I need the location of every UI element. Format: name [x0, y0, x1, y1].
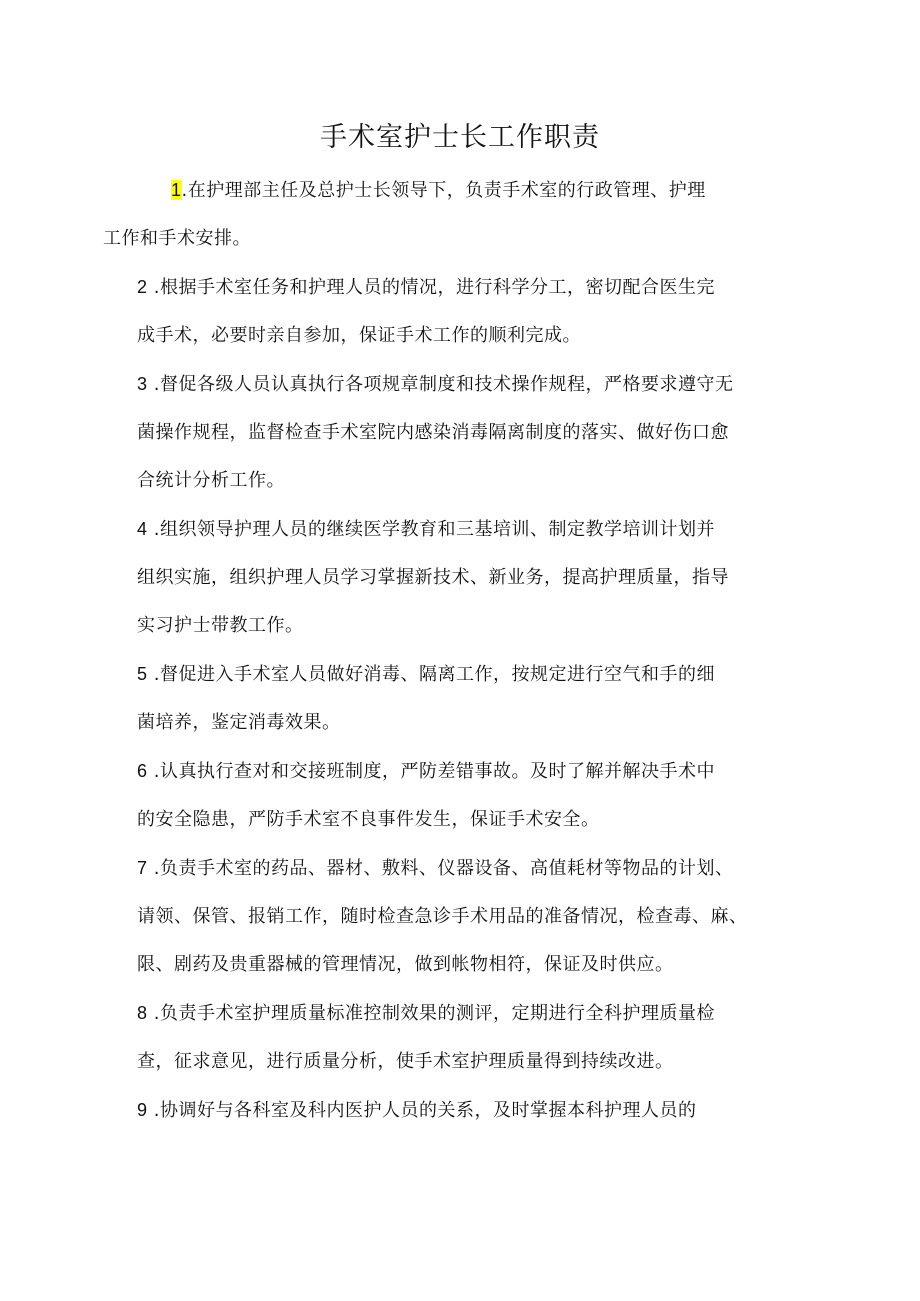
list-item [137, 989, 797, 1086]
item-number: 1 [171, 180, 182, 200]
item-number: 6 [137, 761, 148, 781]
item-text-line: 在护理部主任及总护士长领导下，负责手术室的行政管理、护理 [187, 180, 706, 201]
item-text-line: 成手术，必要时亲自参加，保证手术工作的顺利完成。 [137, 325, 581, 346]
item-separator: . [147, 761, 160, 782]
item-number: 9 [137, 1100, 148, 1120]
list-item [137, 1086, 797, 1135]
list-item [137, 747, 797, 844]
item-separator: . [147, 1100, 160, 1121]
list-item [103, 166, 797, 263]
item-text-line: 协调好与各科室及科内医护人员的关系，及时掌握本科护理人员的 [159, 1100, 697, 1121]
list-item [137, 650, 797, 747]
item-text-line: 请领、保管、报销工作，随时检查急诊手术用品的准备情况，检查毒、麻、 [137, 906, 748, 927]
item-text-line: 组织领导护理人员的继续医学教育和三基培训、制定教学培训计划并 [159, 519, 715, 540]
item-separator: . [147, 277, 160, 298]
item-number: 2 [137, 277, 148, 297]
document-body [103, 166, 797, 1135]
item-text-line: 的安全隐患，严防手术室不良事件发生，保证手术安全。 [137, 809, 600, 830]
item-text-line: 负责手术室的药品、器材、敷料、仪器设备、高值耗材等物品的计划、 [159, 858, 734, 879]
item-text-line: 督促进入手术室人员做好消毒、隔离工作，按规定进行空气和手的细 [159, 664, 715, 685]
item-text-line: 组织实施，组织护理人员学习掌握新技术、新业务，提高护理质量，指导 [137, 567, 729, 588]
item-text-line: 工作和手术安排。 [103, 228, 251, 249]
list-item [137, 505, 797, 650]
item-text-line: 合统计分析工作。 [137, 470, 285, 491]
list-item [137, 360, 797, 505]
item-separator: . [147, 664, 160, 685]
item-separator: . [181, 180, 188, 201]
item-text-line: 菌操作规程，监督检查手术室院内感染消毒隔离制度的落实、做好伤口愈 [137, 422, 729, 443]
item-number: 8 [137, 1003, 148, 1023]
item-separator: . [147, 374, 160, 395]
item-text-line: 认真执行查对和交接班制度，严防差错事故。及时了解并解决手术中 [159, 761, 715, 782]
page-title: 手术室护士长工作职责 [320, 122, 600, 153]
list-item [137, 263, 797, 360]
item-number: 5 [137, 664, 148, 684]
item-text-line: 负责手术室护理质量标准控制效果的测评，定期进行全科护理质量检 [159, 1003, 715, 1024]
item-text-line: 限、剧药及贵重器械的管理情况，做到帐物相符，保证及时供应。 [137, 954, 674, 975]
item-number: 3 [137, 374, 148, 394]
item-number: 7 [137, 858, 148, 878]
item-text-line: 督促各级人员认真执行各项规章制度和技术操作规程，严格要求遵守无 [159, 374, 734, 395]
item-text-line: 查，征求意见，进行质量分析，使手术室护理质量得到持续改进。 [137, 1051, 674, 1072]
item-separator: . [147, 1003, 160, 1024]
item-text-line: 根据手术室任务和护理人员的情况，进行科学分工，密切配合医生完 [159, 277, 715, 298]
item-text-line: 菌培养，鉴定消毒效果。 [137, 712, 341, 733]
list-item [137, 844, 797, 989]
item-separator: . [147, 858, 160, 879]
item-number: 4 [137, 519, 148, 539]
item-separator: . [147, 519, 160, 540]
item-text-line: 实习护士带教工作。 [137, 615, 304, 636]
